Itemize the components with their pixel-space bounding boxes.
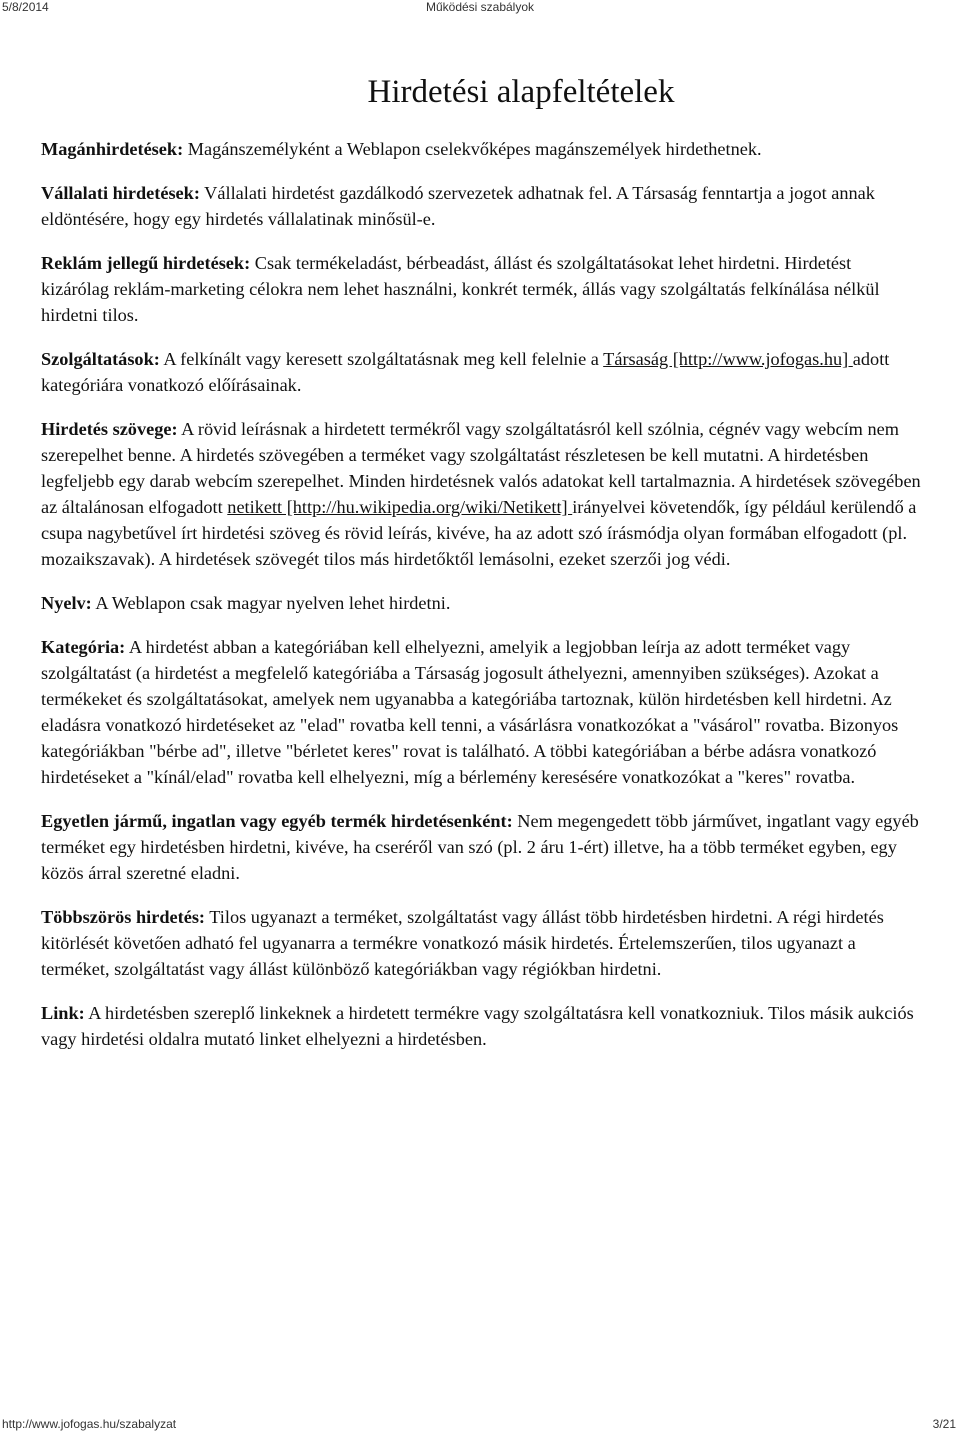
paragraph-text: Csak termékeladást, bérbeadást, állást és szolgáltatásokat lehet hirdetni. Hirdetést kizárólag reklám-marketing célokra nem lehet használni, konkrét termék, állás vagy szolgáltatás felkínálása nélkül hirdetni tilos. xyxy=(41,253,880,325)
footer-url: http://www.jofogas.hu/szabalyzat xyxy=(2,1417,177,1431)
paragraph-hirdetes-szovege xyxy=(41,416,921,572)
paragraph-text: Magánszemélyként a Weblapon cselekvőképes magánszemélyek hirdethetnek. xyxy=(183,139,762,159)
paragraph-text: Tilos ugyanazt a terméket, szolgáltatást vagy állást több hirdetésben hirdetni. A régi hirdetés kitörlését követően adható fel ugyanarra a termékre vonatkozó másik hirdetés. Értelemszerűen, tilos ugyanazt a terméket, szolgáltatást vagy állást különböző kategóriákban vagy régiókban hirdetni. xyxy=(41,907,884,979)
paragraph-tobbszoros xyxy=(41,904,921,982)
tarsasag-link[interactable]: Társaság [http://www.jofogas.hu] xyxy=(603,349,853,369)
paragraph-text: irányelvei követendők, így például kerülendő a csupa nagybetűvel írt hirdetési szöveg és rövid leírás, kivéve, ha az adott szó írásmódja olyan formában elfogadott (pl. mozaikszavak). A hirdetések szövegét tilos más hirdetőktől lemásolni, ezeket szerzői jog védi. xyxy=(41,497,917,569)
paragraph-text: A rövid leírásnak a hirdetett termékről vagy szolgáltatásról kell szólnia, cégnév vagy webcím nem szerepelhet benne. A hirdetés szövegében a terméket vagy szolgáltatást részletesen be kell mutatni. A hirdetésben legfeljebb egy darab webcím szerepelhet. Minden hirdetésnek valós adatokat kell tartalmaznia. A hirdetések szövegében az általánosan elfogadott xyxy=(41,419,921,517)
paragraph-text: Vállalati hirdetést gazdálkodó szervezetek adhatnak fel. A Társaság fenntartja a jogot annak eldöntésére, hogy egy hirdetés vállalatinak minősül-e. xyxy=(41,183,875,229)
paragraph-vallalati xyxy=(41,180,921,232)
paragraph-reklam xyxy=(41,250,921,328)
paragraph-text: A hirdetést abban a kategóriában kell elhelyezni, amelyik a legjobban leírja az adott terméket vagy szolgáltatást (a hirdetést a megfelelő kategóriába a Társaság jogosult áthelyezni, amennyiben szükséges). Azokat a termékeket és szolgáltatásokat, amelyek nem ugyanabba a kategóriába tartoznak, külön hirdetésben kell hirdetni. Az eladásra vonatkozó hirdetéseket az "elad" rovatba kell tenni, a vásárlásra vonatkozókat a "vásárol" rovatba. Bizonyos kategóriákban "bérbe ad", illetve "bérletet keres" rovat is található. A többi kategóriában a bérbe adásra vonatkozó hirdetéseket a "kínál/elad" rovatba kell elhelyezni, míg a bérlemény keresésére vonatkozókat a "keres" rovatba. xyxy=(41,637,899,787)
term-label: Kategória: xyxy=(41,637,126,657)
paragraph-text: Nem megengedett több járművet, ingatlant vagy egyéb terméket egy hirdetésben hirdetni, kivéve, ha cseréről van szó (pl. 2 áru 1-ért) illetve, ha a több terméket egyben, egy közös árral szeretné eladni. xyxy=(41,811,919,883)
term-label: Szolgáltatások: xyxy=(41,349,160,369)
paragraph-nyelv xyxy=(41,590,921,616)
term-label: Reklám jellegű hirdetések: xyxy=(41,253,251,273)
print-footer xyxy=(0,1417,960,1433)
document-body xyxy=(41,70,921,1070)
page-title: Hirdetési alapfeltételek xyxy=(367,74,675,110)
print-title: Működési szabályok xyxy=(425,0,535,14)
term-label: Magánhirdetések: xyxy=(41,139,184,159)
term-label: Többszörös hirdetés: xyxy=(41,907,206,927)
term-label: Egyetlen jármű, ingatlan vagy egyéb termék hirdetésenként: xyxy=(41,811,513,831)
paragraph-text: A hirdetésben szereplő linkeknek a hirdetett termékre vagy szolgáltatásra kell vonatkozniuk. Tilos másik aukciós vagy hirdetési oldalra mutató linket elhelyezni a hirdetésben. xyxy=(41,1003,914,1049)
term-label: Vállalati hirdetések: xyxy=(41,183,200,203)
page-number: 3/21 xyxy=(932,1417,956,1431)
paragraph-kategoria xyxy=(41,634,921,790)
paragraph-egyetlen xyxy=(41,808,921,886)
term-label: Nyelv: xyxy=(41,593,92,613)
paragraph-maganhirdetesek xyxy=(41,136,921,162)
term-label: Link: xyxy=(41,1003,85,1023)
print-header xyxy=(0,0,960,16)
paragraph-text: A felkínált vagy keresett szolgáltatásnak meg kell felelnie a xyxy=(159,349,604,369)
paragraph-szolgaltatasok xyxy=(41,346,921,398)
paragraph-text: adott kategóriára vonatkozó előírásainak. xyxy=(41,349,890,395)
netikett-link[interactable]: netikett [http://hu.wikipedia.org/wiki/Netikett] xyxy=(227,497,573,517)
term-label: Hirdetés szövege: xyxy=(41,419,178,439)
paragraph-text: A Weblapon csak magyar nyelven lehet hirdetni. xyxy=(91,593,451,613)
paragraph-link xyxy=(41,1000,921,1052)
print-date: 5/8/2014 xyxy=(2,0,49,14)
